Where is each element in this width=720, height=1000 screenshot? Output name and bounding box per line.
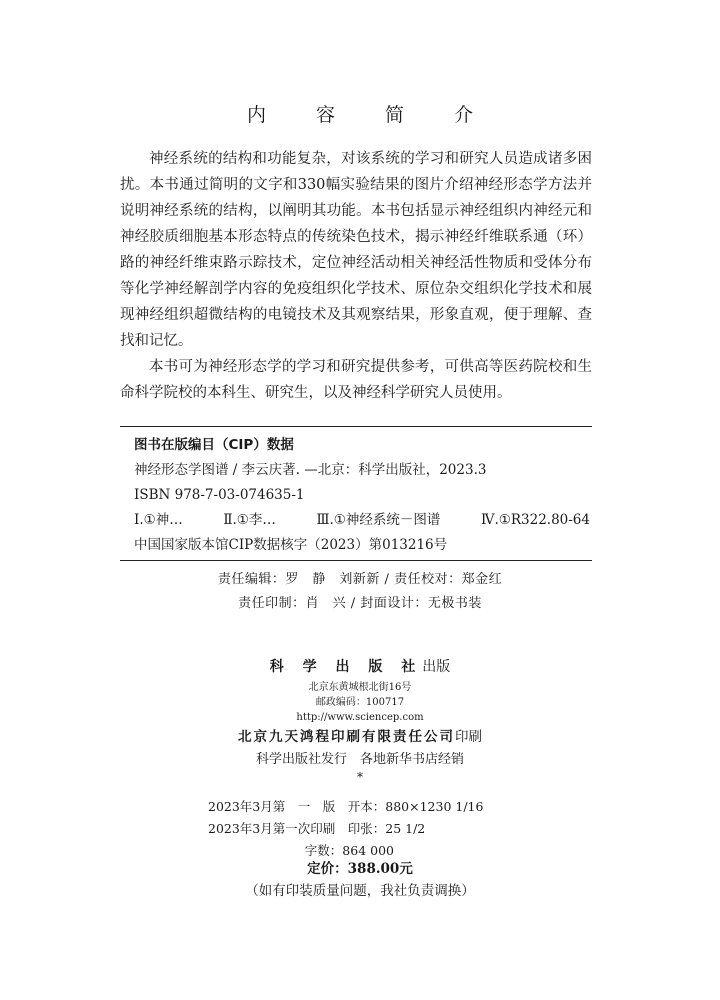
publisher-postcode: 邮政编码：100717 [315, 697, 405, 708]
separator-star: * [357, 770, 363, 784]
summary-paragraph-2: 本书可为神经形态学的学习和研究提供参考，可供高等医药院校和生命科学院校的本科生、研究生，以及神经科学研究人员使用。 [120, 359, 592, 401]
publisher-address: 北京东黄城根北街16号 [308, 682, 412, 693]
cip-subject-item: Ⅱ.①李… [223, 512, 276, 528]
edition-line-2: 2023年3月第一次印刷 印张：25 1/2 [208, 821, 426, 836]
content-summary [120, 146, 592, 406]
cip-book-line: 神经形态学图谱 / 李云庆著. —北京：科学出版社，2023.3 [134, 462, 487, 478]
credits-line-2: 责任印制：肖 兴 / 封面设计：无极书装 [238, 596, 482, 611]
cip-subject-item: Ⅲ.①神经系统－图谱 [316, 512, 441, 528]
publication-info [0, 654, 720, 783]
distribution-line: 科学出版社发行 各地新华书店经销 [255, 752, 464, 767]
cip-subject-item: Ⅳ.①R322.80-64 [480, 512, 590, 528]
cip-heading: 图书在版编目（CIP）数据 [134, 437, 294, 453]
publisher-name: 科 学 出 版 社 [269, 659, 423, 675]
editorial-credits [0, 568, 720, 616]
cip-bottom-rule [120, 560, 592, 561]
edition-info [208, 796, 483, 862]
publisher-line [0, 654, 720, 680]
word-count: 字数：864 000 [304, 843, 394, 858]
printer-name: 北京九天鸿程印刷有限责任公司 [238, 729, 455, 745]
printer-line [0, 725, 720, 749]
cip-subject-item: Ⅰ.①神… [134, 512, 183, 528]
price: 定价：388.00元 [307, 861, 413, 877]
cip-isbn: ISBN 978-7-03-074635-1 [134, 487, 305, 503]
quality-notice: （如有印装质量问题，我社负责调换） [245, 883, 475, 899]
summary-paragraph-1: 神经系统的结构和功能复杂，对该系统的学习和研究人员造成诸多困扰。本书通过简明的文字和330幅实验结果的图片介绍神经形态学方法并说明神经系统的结构，以阐明其功能。本书包括显示神经组织内神经元和神经胶质细胞基本形态特点的传统染色技术，揭示神经纤维联系通（环）路的神经纤维束路示踪技术，定位神经活动相关神经活性物质和受体分布等化学神经解剖学内容的免疫组织化学技术、原位杂交组织化学技术和展现神经组织超微结构的电镜技术及其观察结果，形象直观，便于理解、查找和记忆。 [120, 151, 592, 349]
cip-block [134, 433, 590, 558]
cip-record-number: 中国国家版本馆CIP数据核字（2023）第013216号 [134, 537, 448, 553]
cip-top-rule [120, 426, 592, 427]
publisher-suffix: 出版 [422, 659, 451, 675]
printer-suffix: 印刷 [455, 729, 482, 745]
publisher-url: http://www.sciencep.com [296, 712, 424, 723]
edition-line-1: 2023年3月第 一 版 开本：880×1230 1/16 [208, 799, 484, 814]
cip-subject-line [134, 508, 590, 533]
credits-line-1: 责任编辑：罗 静 刘新新 / 责任校对：郑金红 [217, 572, 503, 587]
page-title: 内 容 简 介 [246, 104, 496, 126]
